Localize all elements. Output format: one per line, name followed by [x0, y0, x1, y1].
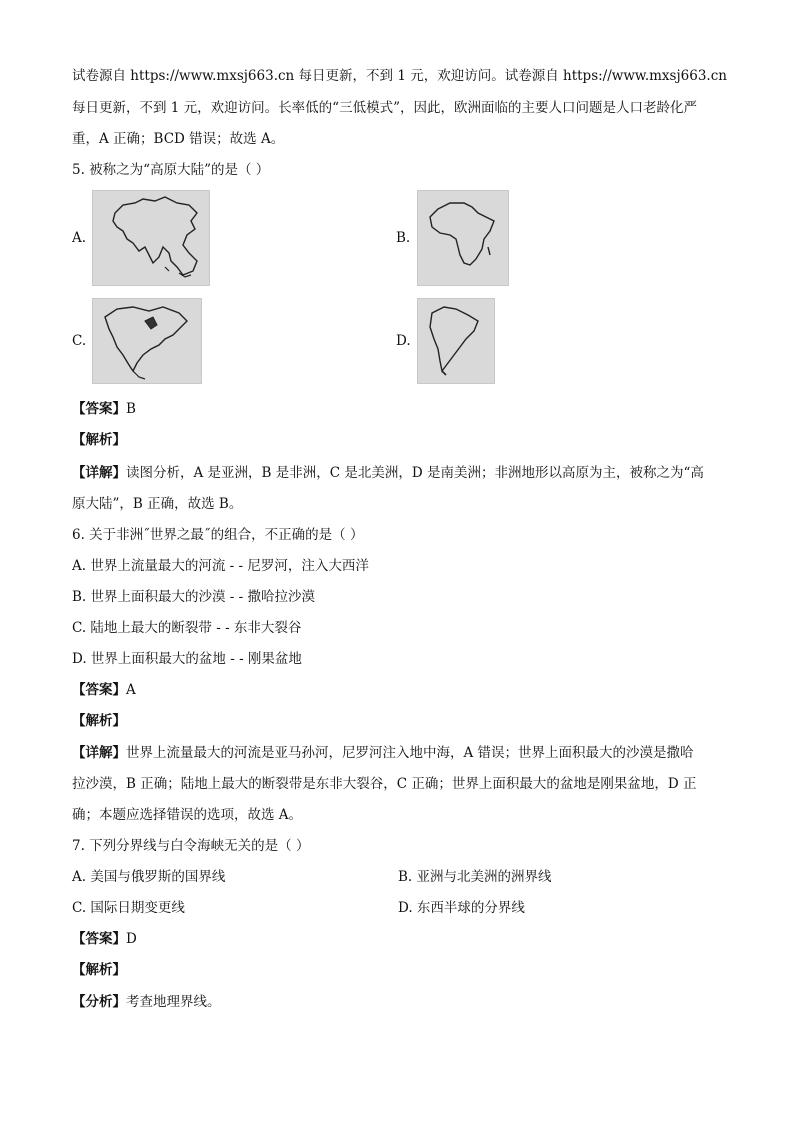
q6-option-b: B. 世界上面积最大的沙漠 - - 撒哈拉沙漠 — [72, 589, 315, 605]
q6-detail-line-3: 确；本题应选择错误的选项，故选 A。 — [72, 807, 303, 823]
header-line-2: 每日更新，不到 1 元，欢迎访问。长率低的“三低模式”，因此，欧洲面临的主要人口问题是人口老龄化严 — [72, 100, 697, 116]
answer-tag: 【答案】 — [72, 931, 126, 947]
header-line-3: 重，A 正确；BCD 错误；故选 A。 — [72, 131, 285, 147]
q5-option-a-label: A. — [72, 230, 87, 246]
q7-option-c: C. 国际日期变更线 — [72, 900, 185, 916]
q7-option-a: A. 美国与俄罗斯的国界线 — [72, 869, 226, 885]
q7-fenxi-text: 考查地理界线。 — [126, 994, 221, 1010]
q6-option-d: D. 世界上面积最大的盆地 - - 刚果盆地 — [72, 651, 302, 667]
detail-tag: 【详解】 — [72, 745, 126, 761]
q6-detail-line-1 — [72, 743, 694, 763]
q5-option-b-label: B. — [396, 230, 411, 246]
asia-map-icon — [92, 190, 210, 286]
q6-answer-row — [72, 680, 136, 700]
q5-answer: B — [126, 401, 136, 417]
q7-stem: 7. 下列分界线与白令海峡无关的是（ ） — [72, 838, 310, 854]
q5-option-d-label: D. — [396, 333, 411, 349]
q7-option-b: B. 亚洲与北美洲的洲界线 — [398, 869, 552, 885]
q6-answer: A — [126, 682, 136, 698]
fenxi-tag: 【分析】 — [72, 994, 126, 1010]
q5-answer-row — [72, 399, 136, 419]
q7-fenxi-line — [72, 992, 221, 1012]
detail-tag: 【详解】 — [72, 465, 126, 481]
q5-analysis-tag: 【解析】 — [72, 432, 126, 448]
answer-tag: 【答案】 — [72, 401, 126, 417]
q6-stem: 6. 关于非洲˝世界之最˝的组合，不正确的是（ ） — [72, 527, 364, 543]
north-america-map-icon — [92, 298, 202, 384]
q5-detail-text-1: 读图分析，A 是亚洲，B 是非洲，C 是北美洲，D 是南美洲；非洲地形以高原为主，被称之为“高 — [126, 465, 704, 481]
q6-detail-text-1: 世界上流量最大的河流是亚马孙河，尼罗河注入地中海，A 错误；世界上面积最大的沙漠是撒哈 — [126, 745, 694, 761]
q7-option-d: D. 东西半球的分界线 — [398, 900, 525, 916]
africa-map-icon — [417, 190, 509, 286]
q7-analysis-tag: 【解析】 — [72, 962, 126, 978]
q5-option-c-label: C. — [72, 333, 87, 349]
q5-detail-line-2: 原大陆”，B 正确，故选 B。 — [72, 496, 243, 512]
answer-tag: 【答案】 — [72, 682, 126, 698]
q6-option-c: C. 陆地上最大的断裂带 - - 东非大裂谷 — [72, 620, 302, 636]
south-america-map-icon — [417, 298, 495, 384]
q5-detail-line-1 — [72, 463, 704, 483]
header-line-1: 试卷源自 https://www.mxsj663.cn 每日更新，不到 1 元，欢迎访问。试卷源自 https://www.mxsj663.cn — [72, 68, 727, 84]
q5-stem: 5. 被称之为“高原大陆”的是（ ） — [72, 162, 270, 178]
q7-answer-row — [72, 929, 137, 949]
q6-analysis-tag: 【解析】 — [72, 713, 126, 729]
q6-option-a: A. 世界上流量最大的河流 - - 尼罗河，注入大西洋 — [72, 558, 369, 574]
q6-detail-line-2: 拉沙漠，B 正确；陆地上最大的断裂带是东非大裂谷，C 正确；世界上面积最大的盆地是刚果盆地，D 正 — [72, 776, 697, 792]
q7-answer: D — [126, 931, 137, 947]
